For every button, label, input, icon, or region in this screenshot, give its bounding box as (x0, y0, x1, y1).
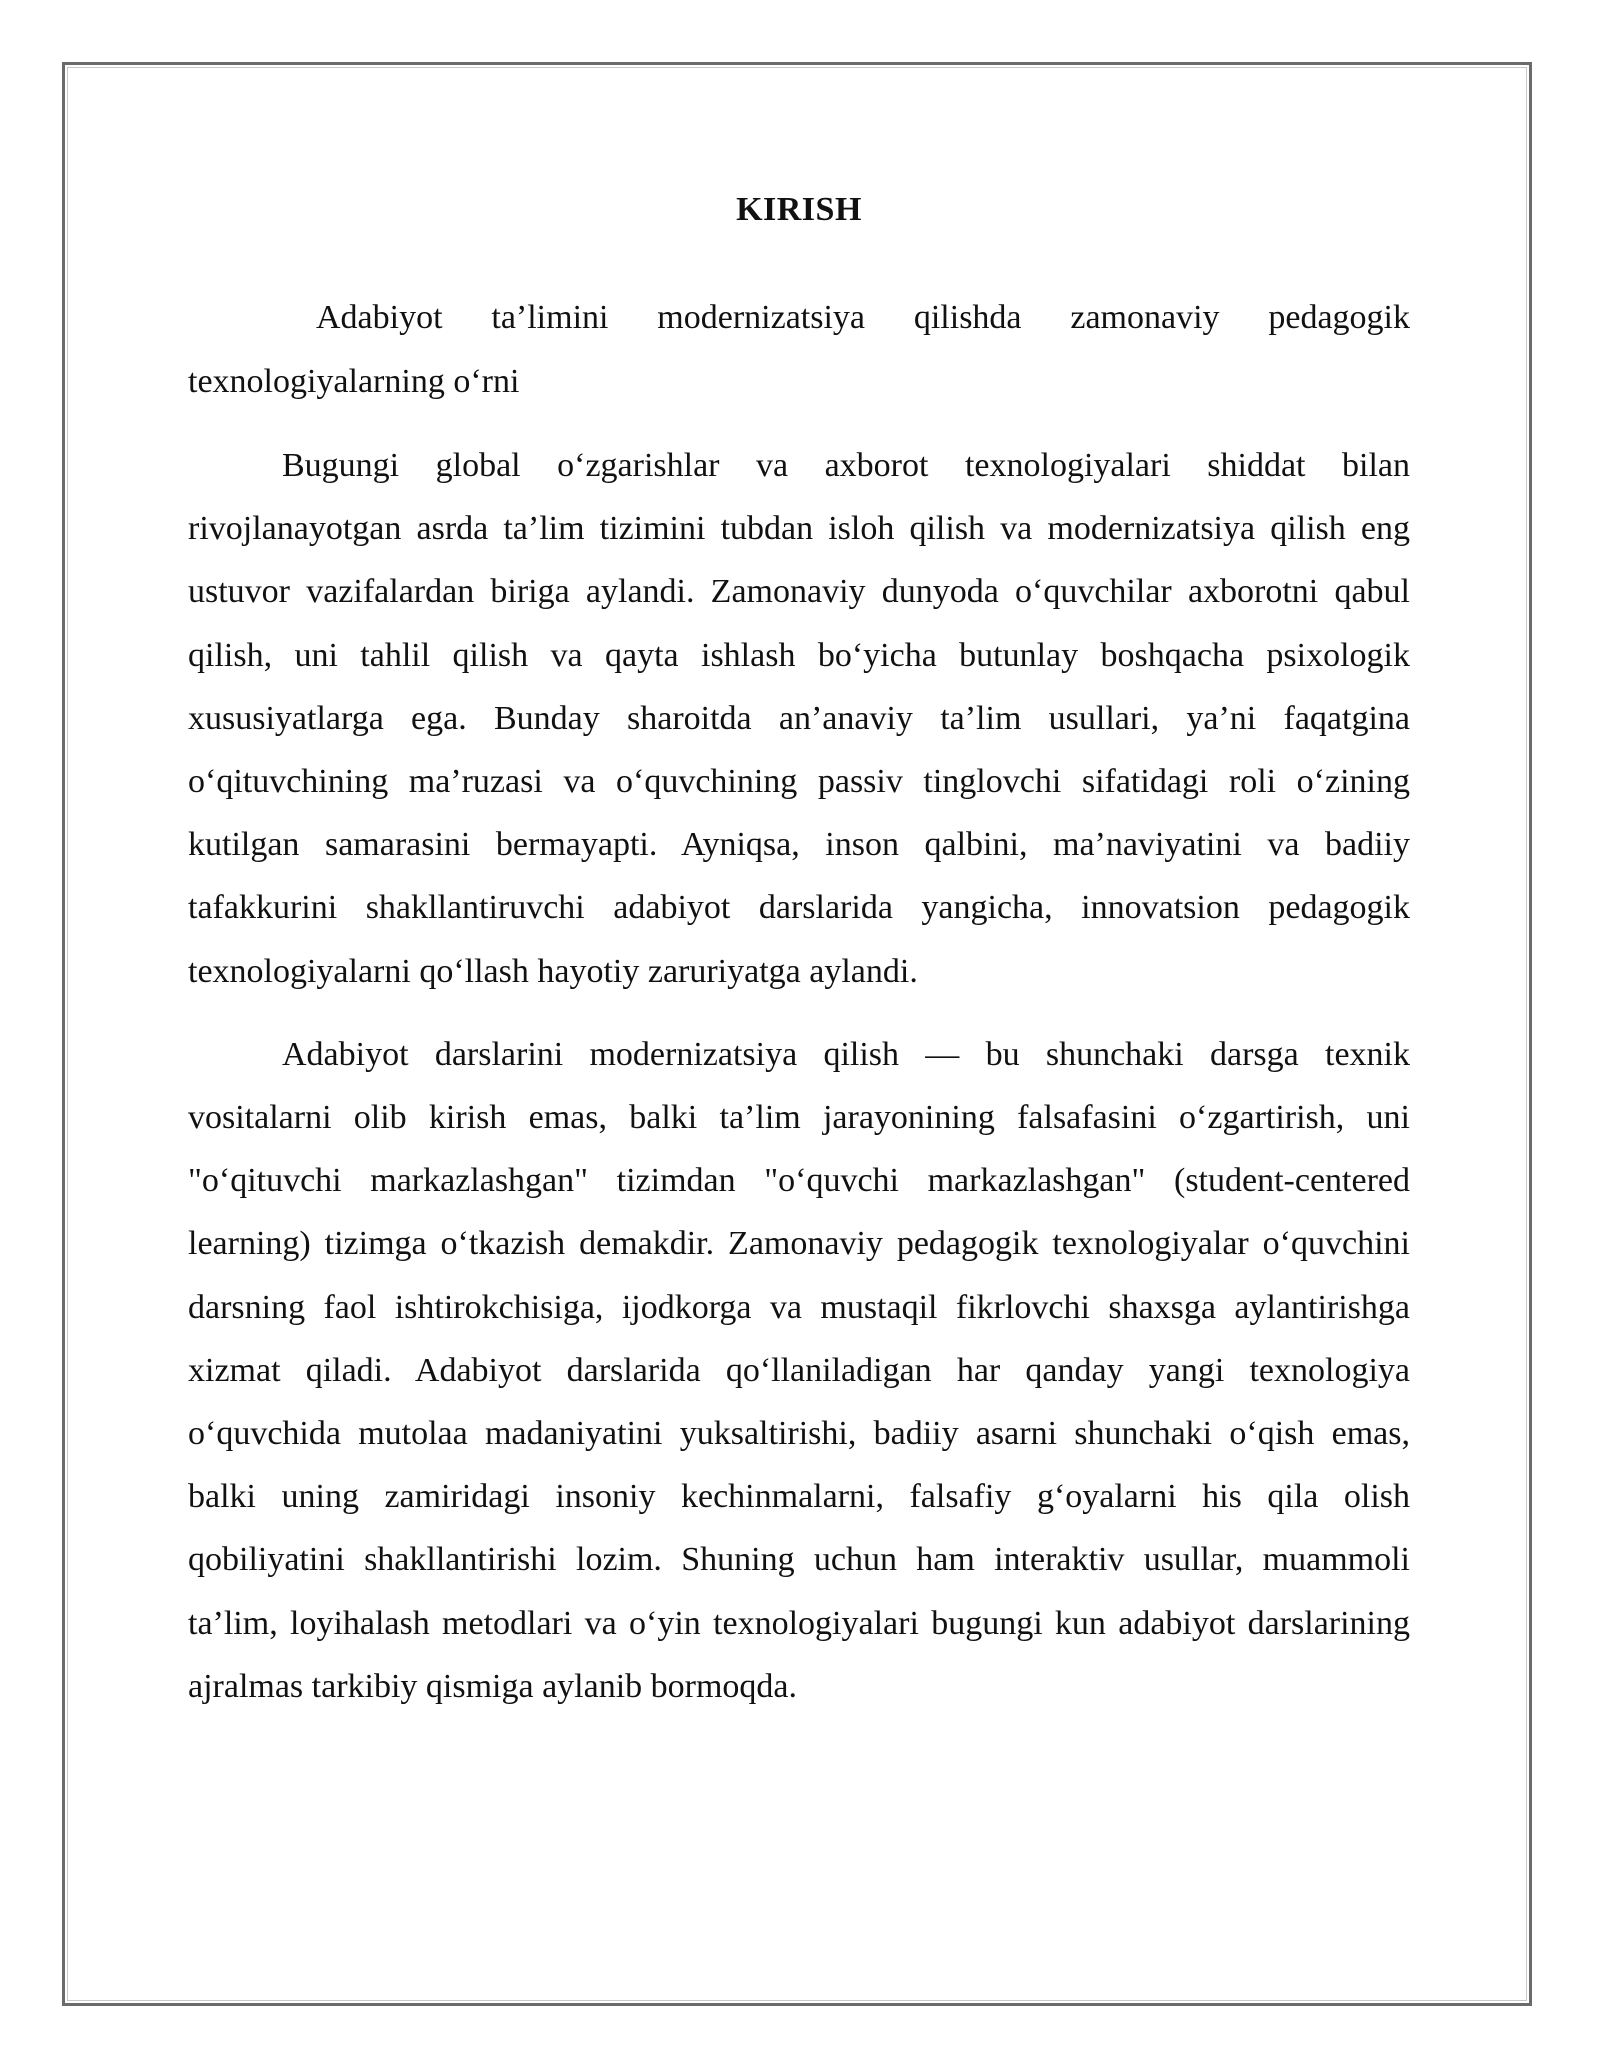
paragraph: Adabiyot darslarini modernizatsiya qilish — bu shunchaki darsga texnik vositalarni olib kirish emas, balki ta’lim jarayonining falsafasini o‘zgartirish, uni "o‘qituvchi markazlashgan" tizimdan "o‘quvchi markazlashgan" (student-centered learning) tizimga o‘tkazish demakdir. Zamonaviy pedagogik texnologiyalar o‘quvchini darsning faol ishtirokchisiga, ijodkorga va mustaqil fikrlovchi shaxsga aylantirishga xizmat qiladi. Adabiyot darslarida qo‘llaniladigan har qanday yangi texnologiya o‘quvchida mutolaa madaniyatini yuksaltirishi, badiiy asarni shunchaki o‘qish emas, balki uning zamiridagi insoniy kechinmalarni, falsafiy g‘oyalarni his qila olish qobiliyatini shakllantirishi lozim. Shuning uchun ham interaktiv usullar, muammoli ta’lim, loyihalash metodlari va o‘yin texnologiyalari bugungi kun adabiyot darslarining ajralmas tarkibiy qismiga aylanib bormoqda. (188, 1035, 1410, 1705)
document-subtitle: Adabiyot ta’limini modernizatsiya qilishda zamonaviy pedagogik texnologiyalarning o‘rni (188, 299, 1410, 400)
paragraph: Bugungi global o‘zgarishlar va axborot texnologiyalari shiddat bilan rivojlanayotgan asrda ta’lim tizimini tubdan isloh qilish va modernizatsiya qilish eng ustuvor vazifalardan biriga aylandi. Zamonaviy dunyoda o‘quvchilar axborotni qabul qilish, uni tahlil qilish va qayta ishlash bo‘yicha butunlay boshqacha psixologik xususiyatlarga ega. Bunday sharoitda an’anaviy ta’lim usullari, ya’ni faqatgina o‘qituvchining ma’ruzasi va o‘quvchining passiv tinglovchi sifatidagi roli o‘zining kutilgan samarasini bermayapti. Ayniqsa, inson qalbini, ma’naviyatini va badiiy tafakkurini shakllantiruvchi adabiyot darslarida yangicha, innovatsion pedagogik texnologiyalarni qo‘llash hayotiy zaruriyatga aylandi. (188, 447, 1410, 990)
page-title: KIRISH (736, 191, 862, 228)
document-body (188, 186, 1410, 1738)
